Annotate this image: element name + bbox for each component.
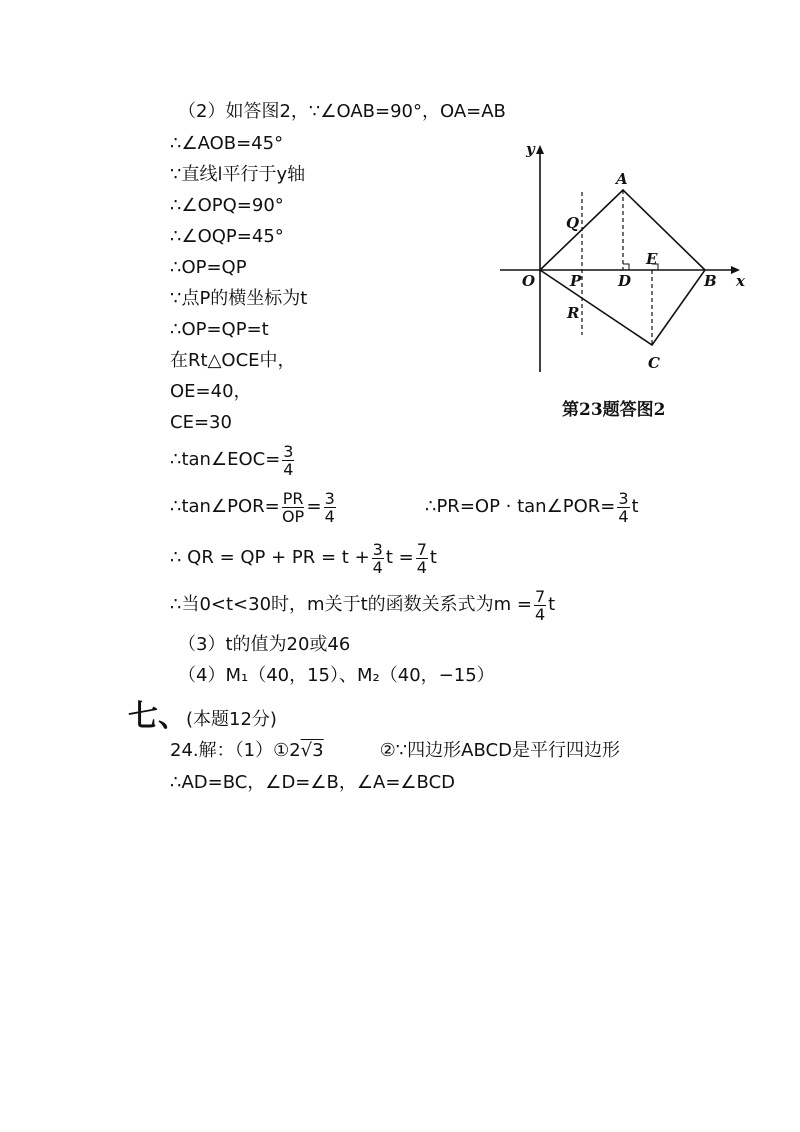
label-o: O [522,272,536,290]
tan-eoc-line [170,440,296,480]
label-y: y [526,140,535,158]
qr-suffix: t [429,547,437,568]
label-r: R [567,304,580,322]
q24-part-a: 24.解：（1）①2 [170,740,301,761]
qr-line [170,538,437,578]
pr-numerator: 3 [618,488,629,508]
q24-line-2: ∴AD=BC，∠D=∠B，∠A=∠BCD [170,772,456,793]
section-title: 七、 [128,699,188,734]
pr-prefix: ∴PR=OP · tan∠POR= [425,496,616,517]
pr-suffix: t [631,496,639,517]
q24-sqrt: √3 [300,740,324,761]
solution-line-11: CE=30 [170,412,232,433]
solution-line-1: （2）如答图2，∵∠OAB=90°，OA=AB [178,101,506,122]
q24-line-1 [170,740,620,762]
geometry-figure [490,140,750,380]
section-subtitle: (本题12分) [186,709,277,730]
tan-eoc-fraction [282,443,294,478]
qr-numerator-2: 7 [416,539,427,559]
label-c: C [648,354,660,372]
y-axis-arrow [536,145,544,154]
label-a: A [616,170,628,188]
qr-denominator-1: 4 [372,557,383,577]
pr-line [425,487,639,527]
label-e: E [646,250,658,268]
qr-fraction-2 [416,541,428,576]
solution-line-2: ∴∠AOB=45° [170,133,284,154]
solution-line-5: ∴∠OQP=45° [170,226,284,247]
tan-eoc-prefix: ∴tan∠EOC= [170,449,281,470]
q24-part-b: ②∵四边形ABCD是平行四边形 [379,740,620,761]
qr-fraction-1 [372,541,384,576]
qr-prefix: ∴ QR = QP + PR = t + [170,547,370,568]
tan-por-fraction-1 [282,490,305,525]
part-3: （3）t的值为20或46 [178,634,351,655]
tan-por-numerator-1: PR [282,488,304,508]
qr-numerator-1: 3 [372,539,383,559]
solution-line-4: ∴∠OPQ=90° [170,195,284,216]
solution-line-7: ∵点P的横坐标为t [170,288,308,309]
qr-mid: t = [385,547,414,568]
m-prefix: ∴当0<t<30时，m关于t的函数关系式为m = [170,594,532,615]
tan-por-fraction-2 [324,490,336,525]
m-suffix: t [548,594,556,615]
pr-denominator: 4 [618,506,629,526]
tan-eoc-numerator: 3 [283,441,294,461]
tan-por-numerator-2: 3 [324,488,335,508]
m-line [170,585,555,625]
tan-por-denominator-1: OP [281,506,305,526]
label-x: x [736,272,745,290]
figure-caption: 第23题答图2 [562,400,666,420]
label-b: B [704,272,717,290]
solution-line-6: ∴OP=QP [170,257,247,278]
solution-line-10: OE=40， [170,381,252,402]
tan-por-line [170,487,338,527]
tan-eoc-denominator: 4 [283,459,294,479]
solution-line-8: ∴OP=QP=t [170,319,269,340]
label-q: Q [566,214,580,232]
qr-denominator-2: 4 [416,557,427,577]
label-d: D [618,272,632,290]
solution-line-3: ∵直线l平行于y轴 [170,164,306,185]
solution-line-9: 在Rt△OCE中， [170,350,296,371]
m-numerator: 7 [534,586,546,606]
tan-por-prefix: ∴tan∠POR= [170,496,280,517]
tan-por-equals: = [306,496,322,517]
label-p: P [570,272,582,290]
m-fraction [534,588,546,623]
part-4: （4）M₁（40，15）、M₂（40，−15） [178,665,495,686]
m-denominator: 4 [534,604,546,624]
pr-fraction [617,490,629,525]
right-angle-d [623,264,629,270]
tan-por-denominator-2: 4 [324,506,335,526]
